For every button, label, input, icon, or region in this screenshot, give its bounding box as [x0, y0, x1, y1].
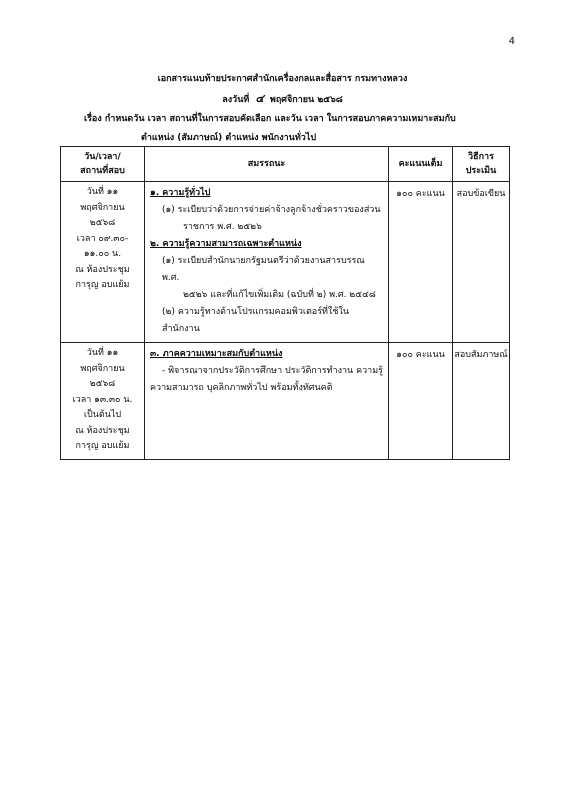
cell-full-score: ๑๐๐ คะแนน — [389, 182, 453, 343]
date-time-place-line: เป็นต้นไป — [83, 410, 122, 420]
competency-item: ราชการ พ.ศ. ๒๕๒๖ — [183, 222, 262, 232]
header-subject-line2: ตำแหน่ง (สัมภาษณ์) ตำแหน่ง พนักงานทั่วไป — [141, 133, 317, 143]
competency-item: (๑) ระเบียบว่าด้วยการจ่ายค่าจ้างลูกจ้างชั่วคราวของส่วน — [162, 205, 381, 215]
cell-date-time-place — [61, 343, 145, 460]
header-competency: สมรรถนะ — [145, 147, 389, 182]
table-body — [61, 182, 510, 460]
table-row — [61, 343, 510, 460]
table-row — [61, 182, 510, 343]
date-prefix: ลงวันที่ — [222, 95, 250, 105]
page-number: 4 — [508, 36, 515, 47]
date-time-place-line: พฤศจิกายน — [80, 363, 125, 374]
header-full-score: คะแนนเต็ม — [389, 147, 453, 182]
date-time-place-line: เวลา ๑๓.๓๐ น. — [72, 394, 133, 405]
competency-section-title: ๑. ความรู้ทั่วไป — [150, 188, 211, 198]
cell-assessment-method: สอบข้อเขียน — [453, 182, 510, 343]
competency-item: ๒๕๒๖ และที่แก้ไขเพิ่มเติม (ฉบับที่ ๒) พ.ศ. ๒๕๔๘ — [183, 290, 376, 300]
cell-full-score: ๑๐๐ คะแนน — [389, 343, 453, 460]
header-method: วิธีการ ประเมิน — [453, 147, 510, 182]
document-header — [0, 70, 565, 148]
date-month-year: พฤศจิกายน ๒๕๖๘ — [269, 95, 343, 105]
date-time-place-line: การุญ อบแย้ม — [75, 441, 130, 451]
handwritten-date-day: ๔ — [255, 92, 264, 105]
date-time-place-line: เวลา ๐๙.๓๐- — [76, 233, 129, 244]
cell-competency — [145, 343, 389, 460]
date-time-place-line: ๑๑.๐๐ น. — [83, 249, 122, 259]
cell-date-time-place — [61, 182, 145, 343]
date-time-place-line: ๒๕๖๘ — [89, 218, 116, 228]
header-title: เอกสารแนบท้ายประกาศสำนักเครื่องกลและสื่อสาร กรมทางหลวง — [157, 74, 408, 84]
competency-item: ความสามารถ บุคลิกภาพทั่วไป พร้อมทั้งทัศนคติ — [150, 383, 333, 393]
exam-schedule-table — [60, 146, 510, 460]
competency-section-title: ๒. ความรู้ความสามารถเฉพาะตำแหน่ง — [150, 239, 302, 249]
date-time-place-line: ณ ห้องประชุม — [75, 264, 130, 275]
cell-assessment-method: สอบสัมภาษณ์ — [453, 343, 510, 460]
competency-item: (๑) ระเบียบสำนักนายกรัฐมนตรีว่าด้วยงานสารบรรณ พ.ศ. — [162, 256, 365, 283]
cell-competency — [145, 182, 389, 343]
date-time-place-line: ๒๕๖๘ — [89, 379, 116, 389]
table-header-row — [61, 147, 510, 182]
date-time-place-line: พฤศจิกายน — [80, 202, 125, 213]
competency-item: - พิจารณาจากประวัติการศึกษา ประวัติการทำงาน ความรู้ — [162, 366, 383, 376]
header-date — [0, 89, 565, 110]
header-subject-line1: เรื่อง กำหนดวัน เวลา สถานที่ในการสอบคัดเลือก และวัน เวลา ในการสอบภาคความเหมาะสมกับ — [84, 114, 456, 124]
date-time-place-line: วันที่ ๑๑ — [86, 187, 119, 197]
competency-item: (๒) ความรู้ทางด้านโปรแกรมคอมพิวเตอร์ที่ใช้ในสำนักงาน — [162, 307, 350, 334]
competency-section-title: ๓. ภาคความเหมาะสมกับตำแหน่ง — [150, 349, 283, 359]
date-time-place-line: ณ ห้องประชุม — [75, 425, 130, 436]
date-time-place-line: วันที่ ๑๑ — [86, 348, 119, 358]
header-when: วัน/เวลา/ สถานที่สอบ — [61, 147, 145, 182]
date-time-place-line: การุญ อบแย้ม — [75, 280, 130, 290]
